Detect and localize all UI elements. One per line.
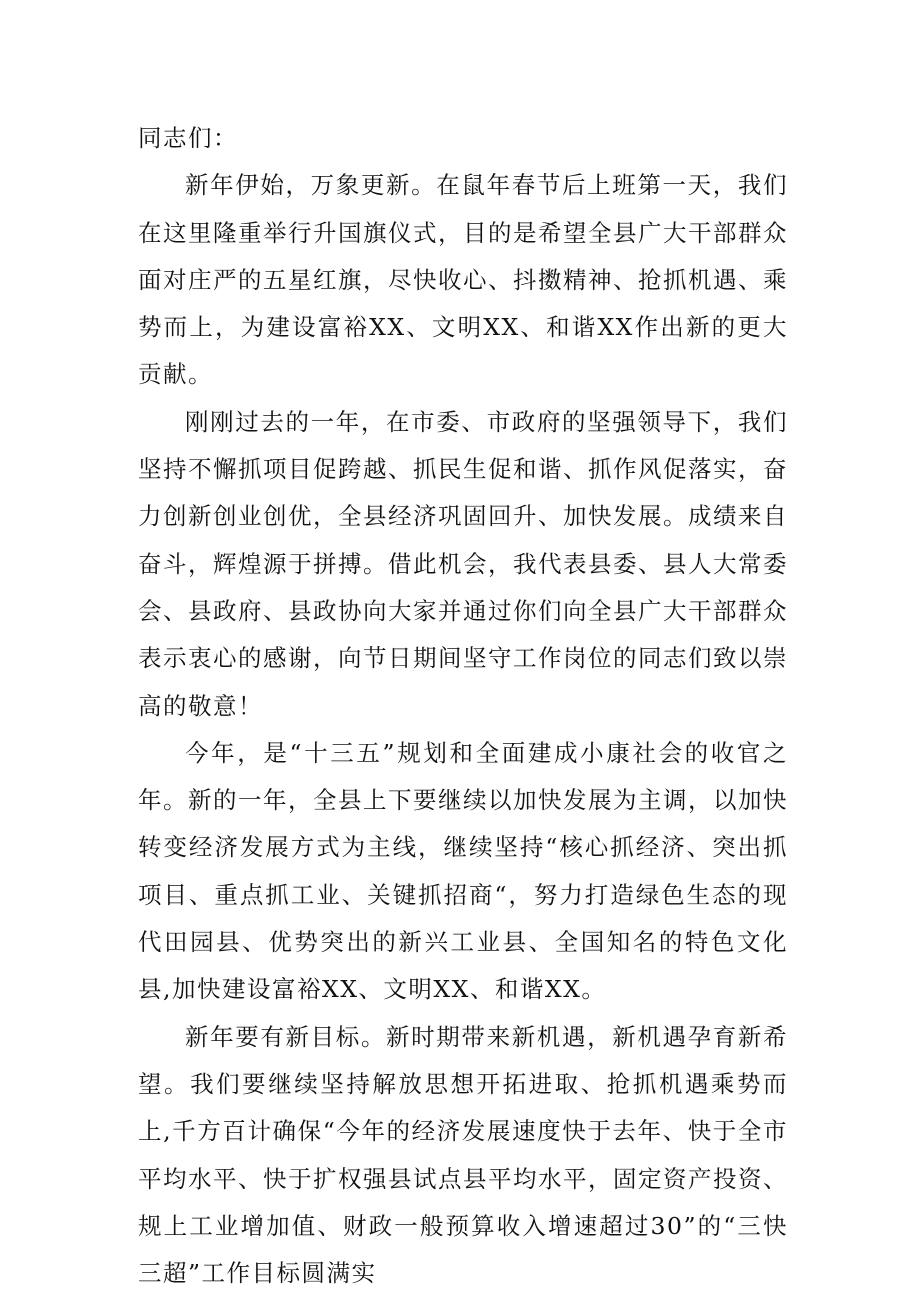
paragraph-1: 新年伊始，万象更新。在鼠年春节后上班第一天，我们在这里隆重举行升国旗仪式，目的是希望全县广大干部群众面对庄严的五星红旗，尽快收心、抖擞精神、抢抓机遇、乘势而上，为建设富裕XX、文明XX、和谐XX作出新的更大贡献。 <box>138 171 788 389</box>
paragraph-3: 今年，是“十三五”规划和全面建成小康社会的收官之年。新的一年，全县上下要继续以加快发展为主调，以加快转变经济发展方式为主线，继续坚持“核心抓经济、突出抓项目、重点抓工业、关键抓招商“，努力打造绿色生态的现代田园县、优势突出的新兴工业县、全国知名的特色文化县,加快建设富裕XX、文明XX、和谐XX。 <box>138 738 788 1004</box>
document-body <box>138 115 788 1297</box>
paragraph-4: 新年要有新目标。新时期带来新机遇，新机遇孕育新希望。我们要继续坚持解放思想开拓进取、抢抓机遇乘势而上,千方百计确保“今年的经济发展速度快于去年、快于全市平均水平、快于扩权强县试点县平均水平，固定资产投资、规上工业增加值、财政一般预算收入增速超过30”的“三快三超”工作目标圆满实 <box>138 1022 788 1288</box>
paragraph-2: 刚刚过去的一年，在市委、市政府的坚强领导下，我们坚持不懈抓项目促跨越、抓民生促和谐、抓作风促落实，奋力创新创业创优，全县经济巩固回升、加快发展。成绩来自奋斗，辉煌源于拼搏。借此机会，我代表县委、县人大常委会、县政府、县政协向大家并通过你们向全县广大干部群众表示衷心的感谢，向节日期间坚守工作岗位的同志们致以崇高的敬意！ <box>138 407 788 720</box>
salutation: 同志们： <box>138 124 238 152</box>
